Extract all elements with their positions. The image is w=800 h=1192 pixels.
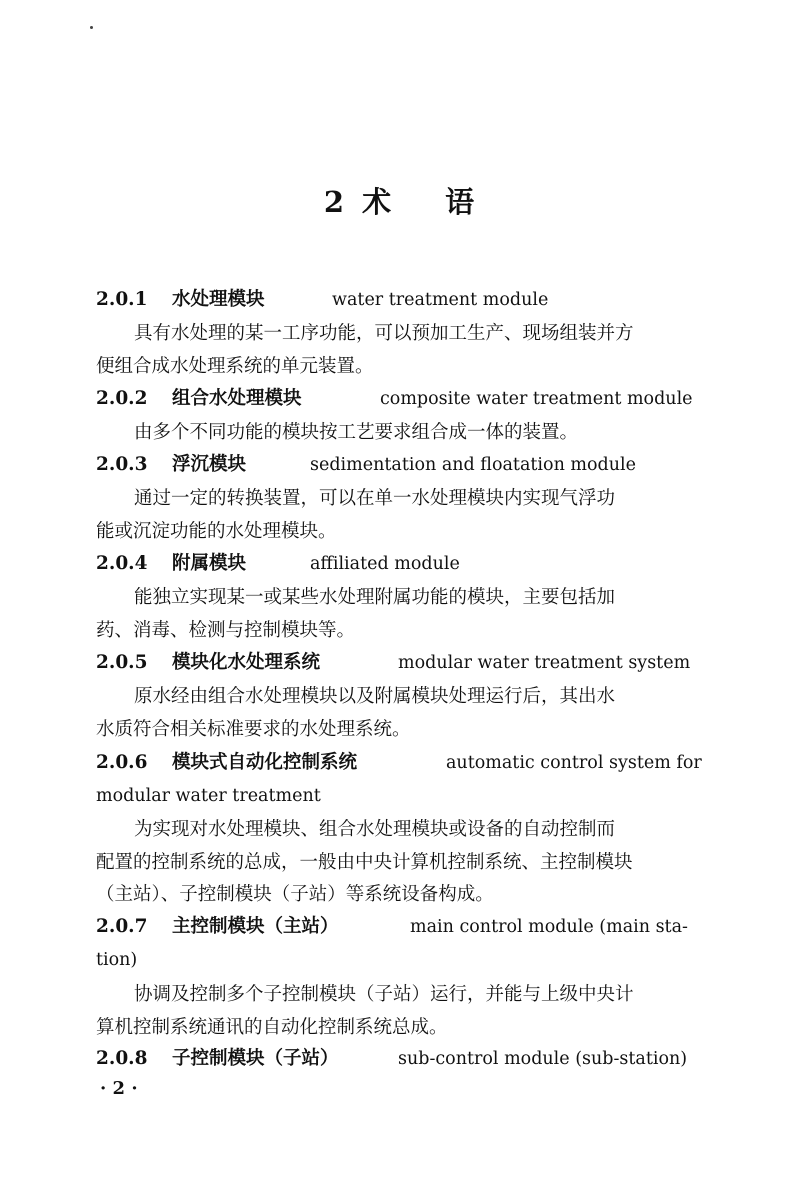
term-number: 2.0.4 [96, 553, 148, 574]
term-number: 2.0.3 [96, 454, 148, 475]
term-en-continuation: modular water treatment [96, 786, 321, 806]
term-zh: 模块化水处理系统 [172, 652, 321, 673]
chapter-number: 2 [323, 185, 347, 219]
chapter-title-word-2: 语 [445, 185, 477, 219]
term-en: composite water treatment module [380, 389, 693, 409]
term-definition-line: 由多个不同功能的模块按工艺要求组合成一体的装置。 [134, 422, 579, 443]
term-definition-line: 配置的控制系统的总成，一般由中央计算机控制系统、主控制模块 [96, 852, 633, 873]
term-number: 2.0.2 [96, 388, 148, 409]
term-definition-line: 具有水处理的某一工序功能，可以预加工生产、现场组装并方 [134, 323, 634, 344]
term-definition-line: （主站）、子控制模块（子站）等系统设备构成。 [96, 884, 494, 905]
term-zh: 模块式自动化控制系统 [172, 752, 358, 773]
term-en: automatic control system for [446, 753, 702, 773]
chapter-title-word-1: 术 [362, 185, 394, 219]
term-definition-line: 能独立实现某一或某些水处理附属功能的模块，主要包括加 [134, 587, 616, 608]
term-number: 2.0.7 [96, 916, 148, 937]
term-definition-line: 便组合成水处理系统的单元装置。 [96, 356, 374, 377]
term-definition-line: 协调及控制多个子控制模块（子站）运行，并能与上级中央计 [134, 984, 634, 1005]
term-zh: 附属模块 [172, 553, 247, 574]
term-heading [96, 383, 736, 415]
term-heading [96, 1043, 736, 1075]
term-number: 2.0.1 [96, 289, 148, 310]
term-en: water treatment module [332, 290, 549, 310]
term-zh: 水处理模块 [172, 289, 265, 310]
term-heading [96, 647, 736, 679]
term-heading [96, 548, 736, 580]
term-definition-line: 通过一定的转换装置，可以在单一水处理模块内实现气浮功 [134, 488, 616, 509]
term-zh: 浮沉模块 [172, 454, 247, 475]
term-heading [96, 911, 736, 943]
term-definition-line: 为实现对水处理模块、组合水处理模块或设备的自动控制而 [134, 819, 616, 840]
term-en: sedimentation and floatation module [310, 455, 636, 475]
term-number: 2.0.6 [96, 752, 148, 773]
page-number: · 2 · [100, 1078, 138, 1099]
term-zh: 主控制模块（主站） [172, 916, 339, 937]
term-definition-line: 原水经由组合水处理模块以及附属模块处理运行后，其出水 [134, 686, 616, 707]
term-en: sub-control module (sub-station) [398, 1049, 688, 1069]
term-en: main control module (main sta- [410, 917, 688, 937]
term-zh: 子控制模块（子站） [172, 1048, 339, 1069]
term-heading [96, 449, 736, 481]
term-definition-line: 水质符合相关标准要求的水处理系统。 [96, 719, 411, 740]
term-number: 2.0.5 [96, 652, 148, 673]
term-definition-line: 能或沉淀功能的水处理模块。 [96, 521, 337, 542]
term-en: affiliated module [310, 554, 460, 574]
term-number: 2.0.8 [96, 1048, 148, 1069]
term-definition-line: 药、消毒、检测与控制模块等。 [96, 620, 356, 641]
term-heading [96, 747, 736, 779]
chapter-title [0, 180, 800, 221]
term-heading [96, 284, 736, 316]
term-zh: 组合水处理模块 [172, 388, 302, 409]
term-en-continuation: tion) [96, 950, 138, 970]
scan-speck [90, 26, 93, 29]
term-definition-line: 算机控制系统通讯的自动化控制系统总成。 [96, 1017, 448, 1038]
term-en: modular water treatment system [398, 653, 691, 673]
